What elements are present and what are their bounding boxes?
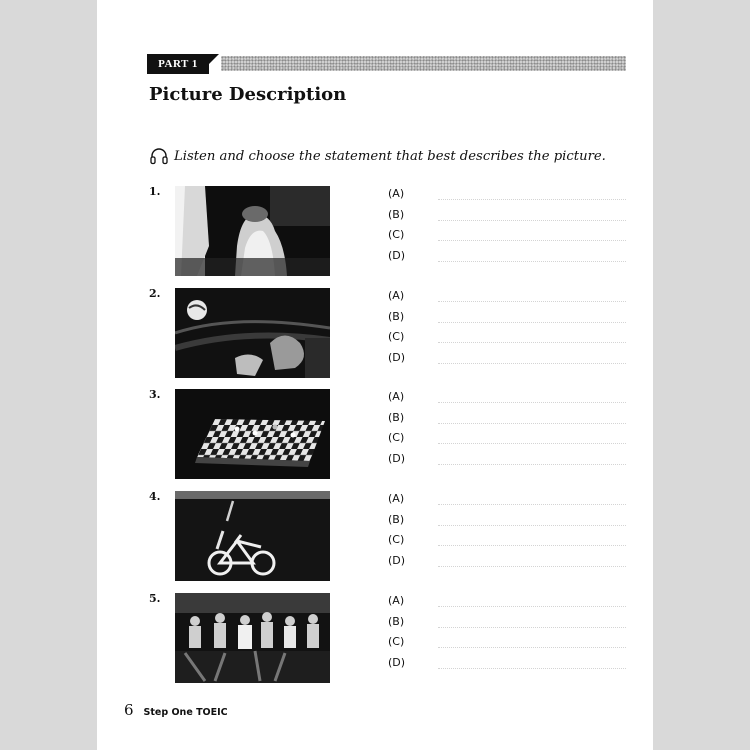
option-label: (C) <box>388 533 405 547</box>
option-label: (D) <box>388 451 406 465</box>
question-1 <box>149 185 629 277</box>
answer-option-c[interactable] <box>388 531 628 552</box>
answer-line <box>438 402 626 403</box>
part-tag-tail <box>209 54 219 74</box>
question-number: 1. <box>149 185 161 198</box>
option-label: (A) <box>388 594 405 607</box>
page-title: Picture Description <box>149 84 347 105</box>
answer-option-c[interactable] <box>388 429 628 450</box>
question-photo-4 <box>175 491 330 581</box>
answer-option-d[interactable] <box>388 552 628 573</box>
answer-options <box>388 592 628 674</box>
question-number: 4. <box>149 490 161 503</box>
answer-option-a[interactable] <box>388 490 628 511</box>
page-number: 6 <box>124 701 134 719</box>
option-label: (A) <box>388 289 405 302</box>
option-label: (C) <box>388 228 405 242</box>
answer-line <box>438 566 626 567</box>
answer-option-d[interactable] <box>388 654 628 675</box>
answer-options <box>388 185 628 267</box>
option-label: (B) <box>388 512 405 526</box>
option-label: (D) <box>388 655 406 669</box>
answer-line <box>438 443 626 444</box>
answer-option-c[interactable] <box>388 226 628 247</box>
option-label: (C) <box>388 330 405 344</box>
question-2 <box>149 287 629 379</box>
option-label: (D) <box>388 350 406 364</box>
answer-option-a[interactable] <box>388 388 628 409</box>
answer-line <box>438 647 626 648</box>
part-tag: PART 1 <box>147 54 209 74</box>
instruction-text: Listen and choose the statement that best describes the picture. <box>174 148 606 164</box>
answer-line <box>438 545 626 546</box>
answer-line <box>438 240 626 241</box>
question-number: 2. <box>149 287 161 300</box>
question-number: 5. <box>149 592 161 605</box>
headphones-icon <box>149 146 169 166</box>
option-label: (A) <box>388 492 405 505</box>
option-label: (D) <box>388 553 406 567</box>
answer-option-a[interactable] <box>388 592 628 613</box>
answer-line <box>438 627 626 628</box>
answer-line <box>438 220 626 221</box>
answer-line <box>438 322 626 323</box>
book-title: Step One TOEIC <box>143 707 228 718</box>
option-label: (A) <box>388 187 405 200</box>
part-header-bar <box>221 56 626 71</box>
instruction <box>149 145 606 167</box>
option-label: (B) <box>388 614 405 628</box>
answer-option-b[interactable] <box>388 409 628 430</box>
answer-line <box>438 342 626 343</box>
answer-option-d[interactable] <box>388 247 628 268</box>
part-header <box>147 54 627 74</box>
textbook-page <box>97 0 653 750</box>
answer-line <box>438 525 626 526</box>
question-photo-5 <box>175 593 330 683</box>
answer-options <box>388 388 628 470</box>
answer-option-d[interactable] <box>388 450 628 471</box>
answer-line <box>438 668 626 669</box>
question-photo-3 <box>175 389 330 479</box>
answer-option-d[interactable] <box>388 349 628 370</box>
answer-line <box>438 423 626 424</box>
option-label: (C) <box>388 431 405 445</box>
option-label: (B) <box>388 309 405 323</box>
answer-line <box>438 464 626 465</box>
answer-option-a[interactable] <box>388 185 628 206</box>
question-4 <box>149 490 629 582</box>
answer-line <box>438 606 626 607</box>
option-label: (A) <box>388 390 405 403</box>
question-photo-1 <box>175 186 330 276</box>
answer-option-c[interactable] <box>388 328 628 349</box>
option-label: (D) <box>388 248 406 262</box>
question-photo-2 <box>175 288 330 378</box>
page-footer <box>124 701 228 719</box>
answer-options <box>388 287 628 369</box>
answer-option-b[interactable] <box>388 206 628 227</box>
answer-option-b[interactable] <box>388 308 628 329</box>
answer-option-b[interactable] <box>388 613 628 634</box>
answer-line <box>438 261 626 262</box>
question-5 <box>149 592 629 684</box>
answer-option-a[interactable] <box>388 287 628 308</box>
answer-line <box>438 301 626 302</box>
option-label: (C) <box>388 635 405 649</box>
answer-option-b[interactable] <box>388 511 628 532</box>
answer-options <box>388 490 628 572</box>
option-label: (B) <box>388 410 405 424</box>
answer-line <box>438 199 626 200</box>
answer-line <box>438 504 626 505</box>
question-number: 3. <box>149 388 161 401</box>
answer-line <box>438 363 626 364</box>
option-label: (B) <box>388 207 405 221</box>
answer-option-c[interactable] <box>388 633 628 654</box>
question-3 <box>149 388 629 480</box>
